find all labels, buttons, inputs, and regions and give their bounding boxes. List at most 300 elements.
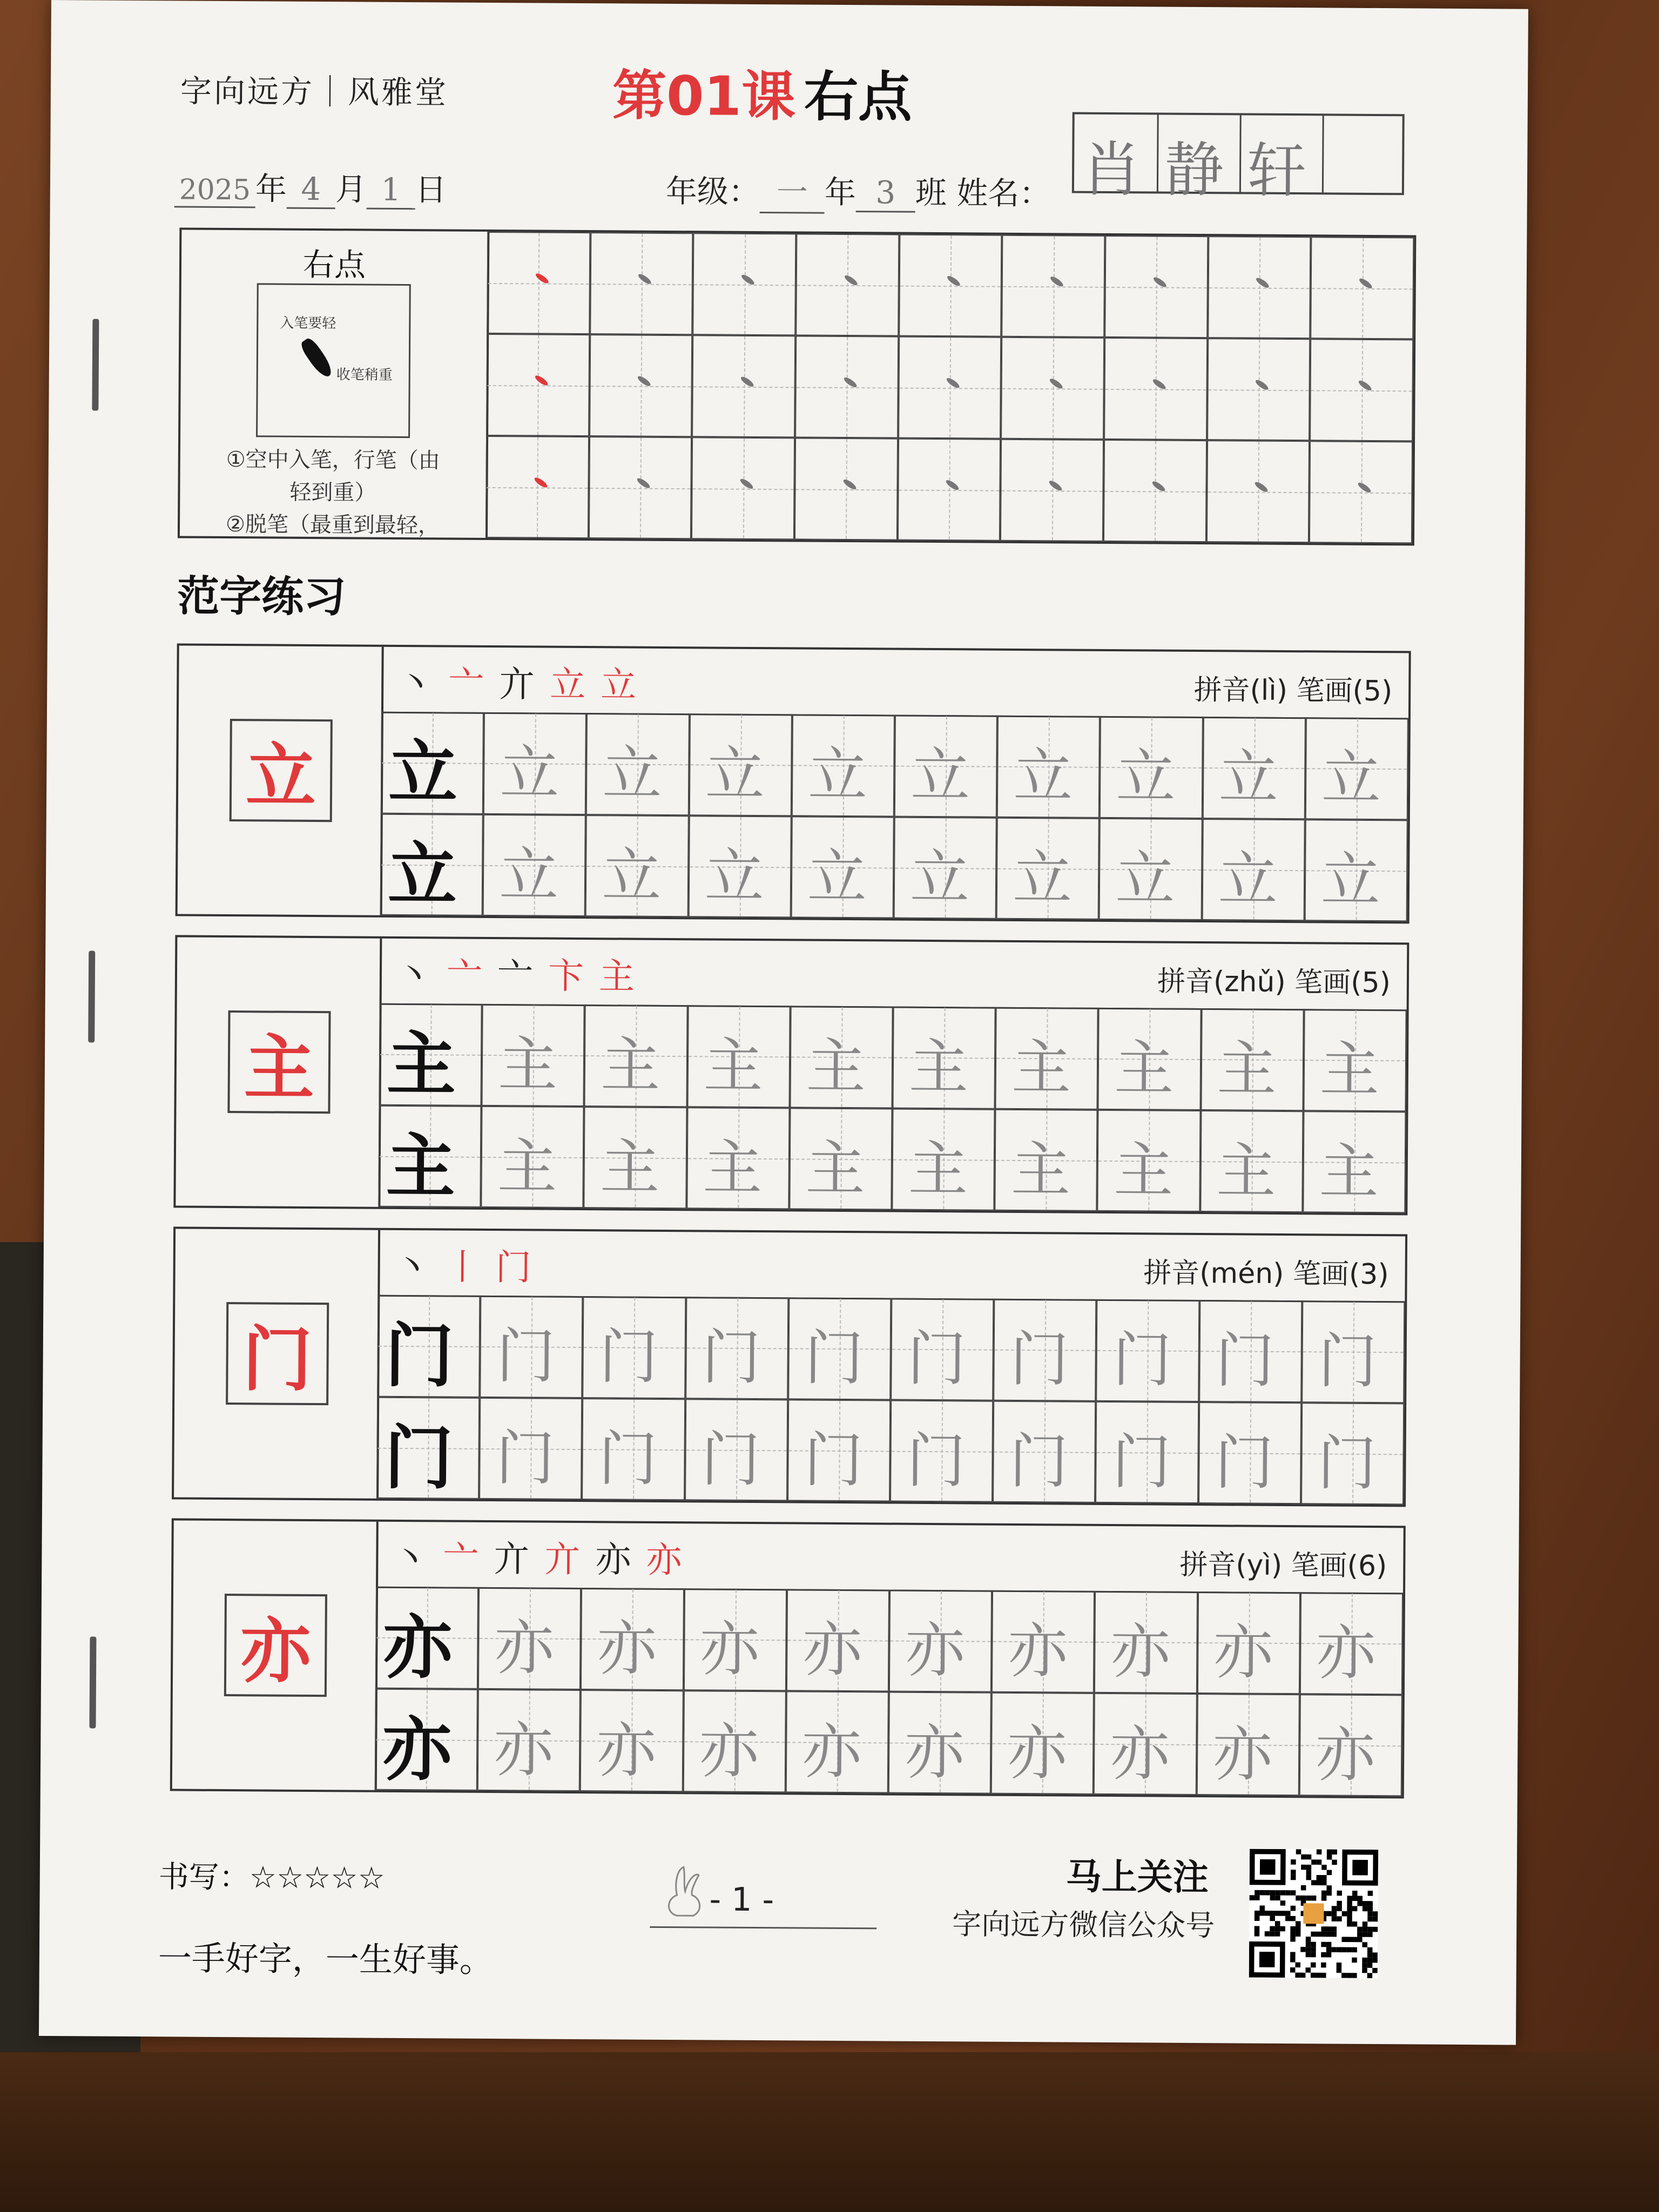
- stroke-practice-cell[interactable]: [1002, 235, 1105, 338]
- year-field[interactable]: 2025: [174, 173, 255, 208]
- handwritten-character: 亦: [1316, 1618, 1376, 1688]
- handwritten-character: 立: [1321, 743, 1381, 813]
- handwritten-character: 亦: [1008, 1616, 1068, 1686]
- lesson-title: 右点: [804, 65, 913, 129]
- writing-cell[interactable]: [790, 1006, 893, 1108]
- stroke-order-step: 丶: [392, 1537, 443, 1580]
- writing-cell[interactable]: [888, 1691, 992, 1794]
- stroke-count-label: 笔画(5): [1294, 966, 1391, 1000]
- date-line: [174, 163, 447, 210]
- handwritten-character: 立: [705, 739, 765, 810]
- handwritten-character: 亦: [699, 1716, 759, 1786]
- traced-stroke: [1152, 276, 1168, 289]
- writing-cell[interactable]: [789, 1108, 892, 1210]
- handwritten-character: 亦: [597, 1614, 657, 1683]
- day-label: 日: [415, 171, 447, 208]
- writing-cell[interactable]: [1299, 1694, 1402, 1797]
- handwritten-character: 门: [1317, 1428, 1377, 1498]
- handwritten-character: 亦: [494, 1715, 554, 1785]
- handwritten-character: 门: [1215, 1326, 1275, 1395]
- pinyin-label: 拼音(zhǔ): [1157, 965, 1286, 999]
- traced-stroke: [740, 375, 756, 388]
- writing-cell[interactable]: [792, 714, 895, 817]
- stroke-order: [394, 1238, 547, 1290]
- stroke-practice-cell[interactable]: [487, 232, 590, 334]
- handwritten-character: 主: [599, 1132, 660, 1202]
- handwritten-character: 主: [1319, 1136, 1379, 1206]
- stroke-practice-cell[interactable]: [691, 437, 795, 539]
- right-dot-stroke-icon: [299, 336, 336, 380]
- handwritten-character: 门: [1009, 1324, 1070, 1394]
- stroke-practice-cell[interactable]: [590, 232, 693, 335]
- writing-cell[interactable]: [892, 1108, 995, 1211]
- diagram-note-entry: 入笔要轻: [280, 315, 336, 332]
- writing-cell[interactable]: [786, 1691, 889, 1793]
- writing-cell[interactable]: [1303, 1111, 1406, 1213]
- stroke-practice-cell[interactable]: [1208, 236, 1311, 339]
- handwritten-character: 亦: [801, 1717, 862, 1786]
- writing-cell[interactable]: [1095, 1401, 1198, 1503]
- stroke-practice-cell[interactable]: [898, 439, 1001, 541]
- pinyin-separator: [1282, 1549, 1291, 1582]
- stroke-order: [392, 1529, 697, 1582]
- stroke-practice-cell[interactable]: [1103, 440, 1207, 542]
- handwritten-character: 立: [1320, 845, 1381, 915]
- writing-cell[interactable]: [378, 1105, 481, 1208]
- traced-stroke: [1357, 379, 1373, 392]
- example-character: 立: [388, 732, 458, 814]
- page-number: - 1 -: [709, 1880, 774, 1919]
- writing-cell[interactable]: [377, 1295, 480, 1398]
- stroke-order-step: 立: [601, 664, 652, 706]
- stroke-practice-cell[interactable]: [1001, 337, 1104, 440]
- model-character-box: [227, 1010, 331, 1114]
- writing-cell[interactable]: [685, 1297, 788, 1399]
- writing-cell[interactable]: [1199, 1300, 1302, 1402]
- writing-cell[interactable]: [1301, 1402, 1404, 1505]
- stroke-order-step: 亠: [448, 663, 500, 705]
- stroke-order-step: 亠: [443, 1537, 494, 1580]
- writing-cell[interactable]: [583, 1296, 686, 1399]
- staple-middle: [88, 950, 95, 1042]
- writing-cell[interactable]: [993, 1400, 1096, 1503]
- writing-cell[interactable]: [1202, 819, 1305, 921]
- grade-label: 年级：: [665, 172, 760, 211]
- handwritten-character: 立: [704, 841, 765, 911]
- handwritten-character: 亦: [1110, 1718, 1170, 1789]
- name-box-1[interactable]: [1074, 114, 1159, 205]
- handwritten-character: 主: [908, 1134, 968, 1204]
- pinyin-label: 拼音(mén): [1143, 1257, 1284, 1290]
- writing-cell[interactable]: [892, 1007, 995, 1109]
- writing-cell[interactable]: [683, 1588, 786, 1691]
- writing-cell[interactable]: [586, 713, 689, 815]
- handwritten-character: 门: [907, 1324, 967, 1394]
- traced-stroke: [842, 478, 858, 491]
- handwritten-character: 亦: [596, 1715, 657, 1785]
- stroke-practice-grid: [485, 232, 1414, 543]
- writing-cell[interactable]: [891, 1298, 994, 1401]
- writing-cell[interactable]: [889, 1590, 992, 1692]
- handwritten-character: 立: [807, 740, 868, 810]
- stroke-practice-cell[interactable]: [1309, 441, 1413, 543]
- handwritten-character: 亦: [905, 1615, 965, 1685]
- writing-cell[interactable]: [1202, 717, 1305, 819]
- writing-cell[interactable]: [991, 1692, 1094, 1795]
- writing-cell[interactable]: [1094, 1692, 1197, 1795]
- model-character: 立: [245, 734, 316, 818]
- handwritten-character: 门: [701, 1323, 761, 1393]
- handwritten-character: 门: [700, 1424, 761, 1494]
- stroke-practice-cell[interactable]: [693, 233, 797, 335]
- writing-cell[interactable]: [992, 1590, 1095, 1693]
- handwritten-character: 立: [498, 840, 559, 910]
- handwritten-character: 主: [1114, 1034, 1174, 1103]
- stroke-practice-cell[interactable]: [692, 335, 795, 437]
- handwritten-character: 门: [804, 1323, 864, 1393]
- name-box-3[interactable]: [1239, 115, 1324, 206]
- traced-stroke: [842, 376, 858, 389]
- pinyin-and-strokes: [1157, 959, 1391, 1001]
- writing-cell[interactable]: [688, 815, 791, 918]
- month-label: 月: [335, 171, 367, 208]
- writing-cell[interactable]: [379, 1003, 482, 1106]
- stroke-practice-cell[interactable]: [1000, 439, 1104, 542]
- character-model-column: [172, 1520, 379, 1790]
- pinyin-label: 拼音(yì): [1179, 1548, 1283, 1582]
- pinyin-and-strokes: [1143, 1250, 1389, 1292]
- writing-cell[interactable]: [1201, 1008, 1304, 1111]
- handwritten-character: 主: [497, 1131, 557, 1202]
- character-model-column: [176, 937, 382, 1206]
- writing-cell[interactable]: [1198, 1402, 1301, 1505]
- handwritten-character: 立: [500, 738, 559, 808]
- model-character: 主: [244, 1026, 315, 1109]
- stroke-count-label: 笔画(5): [1296, 675, 1393, 708]
- month-field[interactable]: 4: [287, 171, 335, 210]
- instruction-2: ②脱笔（最重到最轻，: [225, 511, 440, 538]
- writing-cell[interactable]: [375, 1688, 478, 1791]
- writing-cell[interactable]: [1200, 1110, 1303, 1213]
- handwritten-character: 主: [600, 1030, 660, 1100]
- handwritten-character: 亦: [494, 1613, 554, 1683]
- writing-cell[interactable]: [483, 712, 586, 815]
- stroke-order-step: 丨: [444, 1246, 496, 1289]
- example-character: 主: [386, 1126, 456, 1208]
- handwritten-character: 立: [1012, 843, 1073, 913]
- character-model-column: [178, 645, 384, 915]
- writing-cell[interactable]: [483, 814, 586, 916]
- handwritten-character: 门: [1112, 1325, 1172, 1395]
- handwritten-character: 门: [1111, 1427, 1172, 1497]
- handwritten-character: 亦: [699, 1614, 760, 1684]
- stroke-practice-cell[interactable]: [794, 437, 898, 540]
- model-character-box: [230, 719, 333, 822]
- writing-cell[interactable]: [1197, 1591, 1300, 1694]
- handwritten-character: 亦: [1315, 1719, 1375, 1790]
- writing-cell[interactable]: [1304, 819, 1407, 922]
- stroke-count-label: 笔画(6): [1291, 1549, 1387, 1583]
- pinyin-separator: [1287, 675, 1297, 707]
- writing-cell[interactable]: [683, 1690, 786, 1793]
- writing-cell[interactable]: [894, 715, 997, 818]
- handwritten-character: 门: [1318, 1326, 1378, 1397]
- stroke-order-header: [380, 939, 1407, 1011]
- handwritten-character: 门: [803, 1425, 864, 1495]
- stroke-order-header: [376, 1522, 1404, 1595]
- name-char-1: 肖: [1081, 134, 1142, 205]
- model-character-box: [226, 1302, 329, 1405]
- writing-cell[interactable]: [686, 1107, 790, 1210]
- stroke-order-step: 亠: [497, 955, 549, 997]
- writing-cell[interactable]: [1094, 1591, 1197, 1694]
- stroke-order-step: 门: [495, 1246, 547, 1289]
- handwritten-character: 亦: [1007, 1718, 1067, 1788]
- writing-cell[interactable]: [995, 1007, 1098, 1110]
- writing-cell[interactable]: [890, 1400, 993, 1502]
- rating: [159, 1853, 385, 1898]
- motto: 一手好字，一生好事。: [158, 1938, 494, 1980]
- example-character: 门: [385, 1316, 455, 1397]
- stroke-order-step: 立: [550, 663, 601, 706]
- writing-cell[interactable]: [584, 1004, 687, 1107]
- writing-cell[interactable]: [381, 712, 484, 814]
- traced-stroke: [1049, 377, 1064, 390]
- stroke-practice-cell[interactable]: [1104, 338, 1208, 440]
- writing-cell[interactable]: [995, 1109, 1098, 1211]
- traced-stroke: [946, 274, 962, 287]
- name-char-3: 轩: [1246, 136, 1307, 206]
- writing-cell[interactable]: [997, 716, 1100, 818]
- writing-cell[interactable]: [375, 1587, 478, 1689]
- character-block: [173, 935, 1409, 1215]
- writing-cell[interactable]: [479, 1397, 582, 1500]
- traced-stroke: [636, 477, 652, 490]
- traced-stroke: [945, 478, 961, 491]
- day-field[interactable]: 1: [367, 171, 415, 210]
- stroke-practice-cell[interactable]: [1104, 235, 1208, 338]
- writing-cell[interactable]: [689, 713, 792, 816]
- writing-cell[interactable]: [477, 1689, 581, 1791]
- stroke-practice-cell[interactable]: [1311, 237, 1414, 339]
- writing-cell[interactable]: [786, 1589, 889, 1691]
- account-label: 字向远方微信公众号: [952, 1907, 1215, 1943]
- writing-cell[interactable]: [1099, 818, 1202, 920]
- writing-cell[interactable]: [787, 1399, 891, 1502]
- model-stroke: [534, 374, 549, 387]
- handwritten-character: 主: [805, 1134, 865, 1203]
- character-block: [172, 1226, 1407, 1507]
- traced-stroke: [740, 273, 756, 286]
- stroke-order-step: 亠: [446, 954, 498, 997]
- diagram-note-exit: 收笔稍重: [336, 367, 393, 383]
- brand-logo: 字向远方｜风雅堂: [180, 72, 449, 111]
- stroke-practice-cell[interactable]: [1206, 440, 1310, 543]
- traced-stroke: [1254, 481, 1270, 494]
- stroke-order-step: 亣: [494, 1538, 545, 1580]
- handwritten-character: 主: [1113, 1135, 1174, 1205]
- traced-stroke: [739, 477, 754, 490]
- handwritten-character: 立: [1013, 741, 1073, 811]
- handwritten-character: 主: [703, 1132, 763, 1203]
- writing-cell[interactable]: [582, 1398, 685, 1501]
- pinyin-separator: [1284, 1258, 1293, 1290]
- stroke-practice-cell[interactable]: [795, 335, 899, 438]
- handwritten-character: 亦: [1110, 1617, 1171, 1687]
- pinyin-and-strokes: [1193, 667, 1392, 709]
- staple-top: [92, 319, 99, 410]
- stroke-title: 右点: [302, 246, 366, 284]
- writing-cell[interactable]: [482, 1004, 585, 1107]
- handwritten-character: 门: [1009, 1426, 1069, 1496]
- writing-cell[interactable]: [1100, 716, 1203, 819]
- model-character-box: [224, 1594, 327, 1697]
- writing-cell[interactable]: [687, 1005, 790, 1108]
- model-stroke: [534, 272, 550, 285]
- writing-cell[interactable]: [580, 1690, 683, 1792]
- handwritten-character: 门: [598, 1424, 658, 1494]
- writing-cell[interactable]: [685, 1399, 788, 1501]
- writing-cell[interactable]: [1097, 1109, 1201, 1212]
- handwritten-character: 亦: [904, 1717, 965, 1787]
- traced-stroke: [1049, 275, 1065, 288]
- handwritten-character: 主: [1010, 1135, 1071, 1205]
- class-field[interactable]: 3: [856, 174, 915, 213]
- writing-cell[interactable]: [585, 815, 689, 918]
- writing-cell[interactable]: [1300, 1592, 1403, 1695]
- section-title: 范字练习: [177, 572, 346, 622]
- rating-stars[interactable]: ☆☆☆☆☆: [249, 1860, 385, 1896]
- handwritten-character: 立: [1116, 742, 1176, 812]
- writing-cell[interactable]: [481, 1105, 584, 1208]
- pinyin-label: 拼音(lì): [1193, 673, 1288, 707]
- writing-cell[interactable]: [1096, 1299, 1199, 1402]
- handwritten-character: 主: [908, 1032, 969, 1102]
- model-character: 门: [242, 1317, 313, 1401]
- writing-cell[interactable]: [376, 1397, 480, 1499]
- handwritten-character: 亦: [1212, 1719, 1273, 1789]
- stroke-instructions: [180, 443, 486, 542]
- writing-cell[interactable]: [788, 1297, 891, 1400]
- background-table-edge: [0, 2052, 1659, 2212]
- writing-cell[interactable]: [1303, 1009, 1406, 1111]
- writing-cell[interactable]: [1305, 717, 1408, 820]
- handwritten-character: 主: [703, 1031, 763, 1101]
- stroke-practice-cell[interactable]: [485, 436, 589, 538]
- rabbit-icon: [660, 1862, 710, 1921]
- stroke-order-step: 亦: [646, 1539, 697, 1581]
- example-character: 门: [384, 1418, 454, 1499]
- writing-cell[interactable]: [1196, 1694, 1299, 1796]
- stroke-order-step: 亣: [499, 663, 550, 705]
- handwritten-character: 立: [909, 842, 970, 912]
- character-model-column: [174, 1229, 380, 1498]
- writing-cell[interactable]: [584, 1107, 687, 1209]
- stroke-order-step: 丶: [397, 662, 449, 705]
- name-box-2[interactable]: [1157, 115, 1242, 205]
- handwritten-character: 立: [1115, 844, 1175, 914]
- handwritten-character: 立: [602, 840, 662, 911]
- handwritten-character: 门: [495, 1423, 556, 1493]
- worksheet-page: [39, 0, 1528, 2045]
- stroke-order-step: 丶: [395, 954, 447, 996]
- grade-suffix: 年: [824, 173, 857, 211]
- handwritten-character: 立: [807, 842, 867, 912]
- stroke-practice-panel: [178, 227, 1416, 545]
- instruction-1b: 轻到重）: [289, 480, 376, 505]
- handwritten-character: 主: [806, 1031, 866, 1102]
- handwritten-character: 亦: [1213, 1617, 1273, 1687]
- writing-cell[interactable]: [478, 1587, 581, 1690]
- stroke-practice-cell[interactable]: [589, 436, 692, 539]
- handwritten-character: 立: [602, 739, 663, 808]
- grade-field[interactable]: 一: [760, 166, 825, 214]
- qr-code-icon[interactable]: [1249, 1849, 1378, 1978]
- stroke-practice-cell[interactable]: [1310, 339, 1413, 441]
- name-box-4[interactable]: [1322, 116, 1404, 193]
- stroke-order-step: 卞: [548, 955, 599, 997]
- stroke-order: [397, 655, 652, 707]
- traced-stroke: [1151, 480, 1166, 493]
- handwritten-character: 门: [1214, 1427, 1274, 1498]
- writing-cell[interactable]: [894, 817, 997, 919]
- stroke-practice-cell[interactable]: [589, 334, 693, 437]
- stroke-order-header: [377, 1230, 1405, 1303]
- handwritten-character: 立: [1218, 743, 1279, 812]
- writing-cell[interactable]: [480, 1296, 583, 1398]
- traced-stroke: [1048, 480, 1063, 493]
- stroke-order: [396, 946, 650, 999]
- handwritten-character: 立: [1218, 844, 1278, 914]
- stroke-practice-cell[interactable]: [486, 334, 590, 436]
- handwritten-character: 主: [1319, 1035, 1380, 1105]
- model-character: 亦: [240, 1609, 311, 1692]
- stroke-count-label: 笔画(3): [1292, 1258, 1389, 1291]
- handwritten-character: 立: [910, 740, 970, 811]
- writing-cell[interactable]: [993, 1299, 1096, 1401]
- character-block: [170, 1518, 1406, 1798]
- stroke-order-step: 亦: [595, 1539, 646, 1581]
- stroke-practice-cell[interactable]: [898, 336, 1002, 439]
- instruction-1: ①空中入笔，行笔（由: [226, 447, 440, 474]
- traced-stroke: [1358, 277, 1374, 290]
- character-block: [176, 643, 1411, 923]
- staple-bottom: [89, 1636, 96, 1728]
- writing-cell[interactable]: [380, 813, 483, 916]
- writing-cell[interactable]: [996, 817, 1100, 920]
- pinyin-and-strokes: [1179, 1542, 1387, 1583]
- model-stroke: [533, 476, 549, 489]
- writing-cell[interactable]: [1098, 1008, 1201, 1110]
- writing-cell[interactable]: [791, 816, 894, 919]
- handwritten-character: 主: [1216, 1136, 1276, 1206]
- writing-cell[interactable]: [581, 1588, 684, 1690]
- handwritten-character: 亦: [802, 1615, 862, 1685]
- writing-cell[interactable]: [1301, 1300, 1405, 1403]
- traced-stroke: [1151, 378, 1167, 391]
- stroke-explanation: [180, 230, 489, 537]
- grade-line: [666, 166, 1051, 215]
- stroke-practice-cell[interactable]: [899, 234, 1002, 337]
- handwritten-character: 门: [906, 1426, 966, 1495]
- year-label: 年: [255, 170, 287, 207]
- follow-label: 马上关注: [1065, 1856, 1209, 1899]
- stroke-practice-cell[interactable]: [795, 233, 899, 336]
- stroke-practice-cell[interactable]: [1207, 338, 1311, 441]
- example-character: 立: [387, 834, 457, 916]
- lesson-number: 第01课: [612, 64, 796, 129]
- handwritten-character: 主: [497, 1030, 558, 1100]
